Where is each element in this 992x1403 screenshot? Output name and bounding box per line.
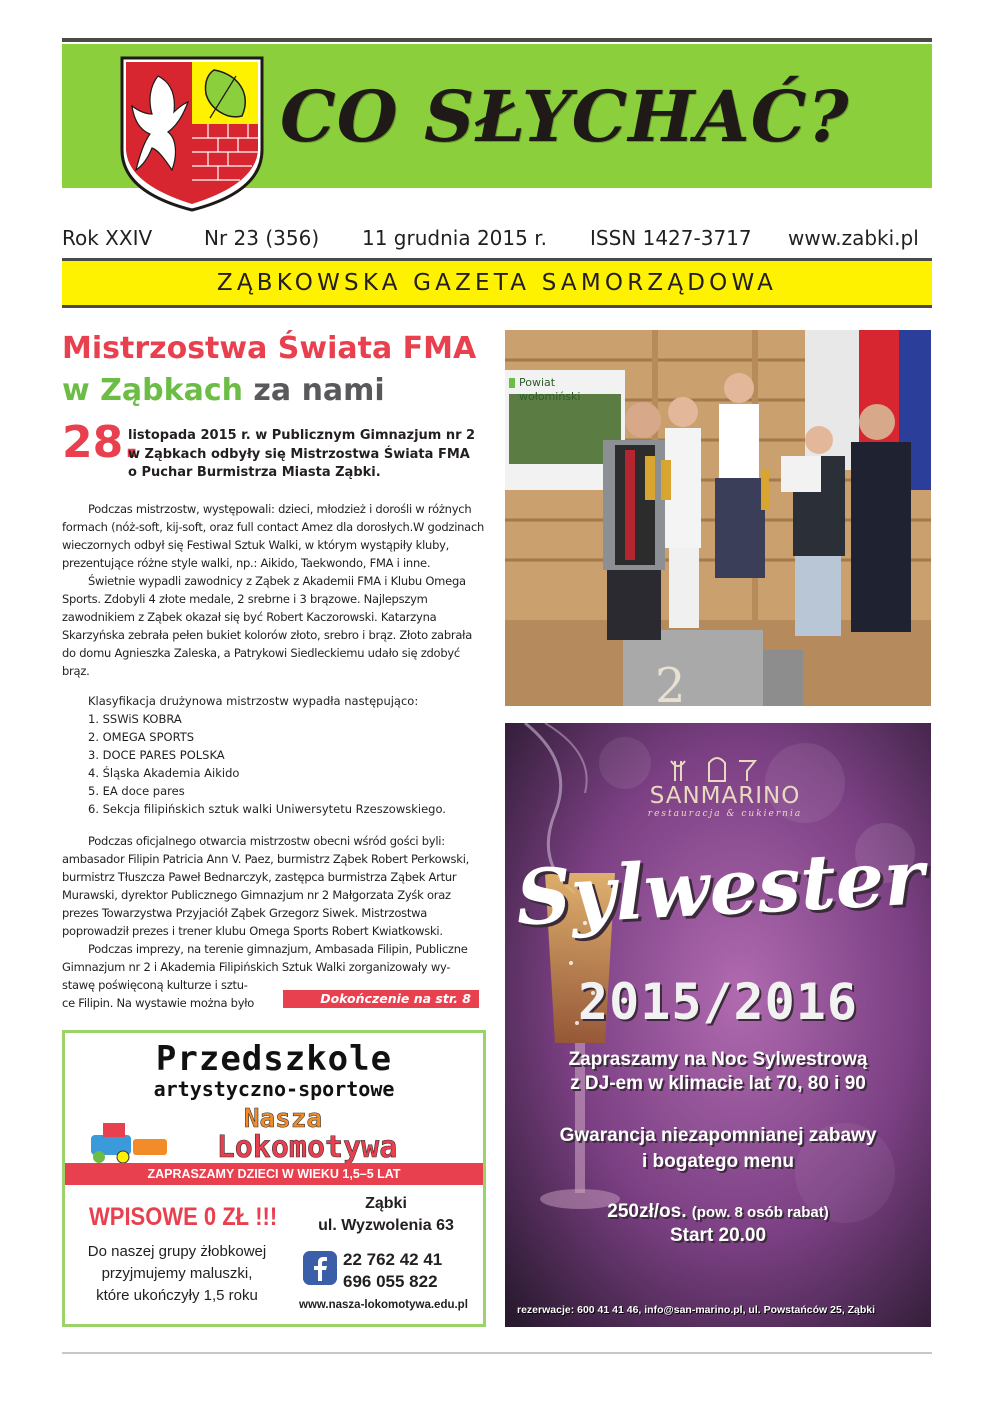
photo-banner-text: Powiat — [519, 376, 556, 389]
sylwester-headline: Sylwester — [513, 832, 927, 943]
lead-line: o Puchar Burmistrza Miasta Ząbki. — [128, 465, 381, 480]
ranking-list — [62, 692, 488, 818]
article-body-2 — [62, 832, 488, 976]
podium-number: 2 — [655, 658, 686, 706]
phone-number[interactable]: 696 055 822 — [343, 1272, 438, 1291]
issue-info-row — [62, 226, 932, 256]
bottom-rule — [62, 1352, 932, 1354]
headline-suffix: za nami — [253, 373, 385, 408]
sylwester-line: i bogatego menu — [642, 1151, 794, 1172]
headline-line-1: Mistrzostwa Świata FMA — [62, 331, 477, 366]
lead-line: listopada 2015 r. w Publicznym Gimnazjum nr 2 — [128, 428, 476, 443]
preschool-ad — [62, 1030, 486, 1327]
sylwester-contact: rezerwacje: 600 41 41 46, info@san-marino.pl, ul. Powstańców 25, Ząbki — [517, 1304, 876, 1316]
ranking-item: 4. Śląska Akademia Aikido — [88, 766, 240, 780]
article-lead — [62, 417, 488, 487]
ranking-item: 3. DOCE PARES POLSKA — [88, 748, 225, 762]
ranking-item: 2. OMEGA SPORTS — [88, 730, 195, 744]
article-headline — [62, 328, 492, 412]
ranking-intro: Klasyfikacja drużynowa mistrzostw wypadła następująco: — [88, 694, 419, 708]
sanmarino-brand: SANMARINO — [649, 783, 801, 809]
masthead — [62, 44, 932, 188]
sylwester-line: z DJ-em w klimacie lat 70, 80 i 90 — [570, 1073, 866, 1094]
lead-text — [128, 427, 488, 483]
ranking-item: 6. Sekcja filipińskich sztuk walki Uniwersytetu Rzeszowskiego. — [88, 802, 446, 816]
article-paragraph: Świetnie wypadli zawodnicy z Ząbek z Akademii FMA i Klubu Omega Sports. Zdobyli 4 złote medale, 2 srebrne i 3 brązowe. Najlepszym zawodnikiem z Ząbek okazał się być Robert Kaczorowski. Katarzyna Skarzyńska zebrała pełen bukiet kolorów złoto, srebro i brąz. Złoto zabrała do domu Agnieszka Zaleska, a Patrykowi Siedleckiemu udało się zdobyć brąz. — [62, 574, 472, 678]
phone-number[interactable]: 22 762 42 41 — [343, 1250, 443, 1269]
top-rule — [62, 38, 932, 42]
issue-date: 11 grudnia 2015 r. — [362, 226, 547, 250]
sylwester-start: Start 20.00 — [669, 1225, 767, 1246]
issue-number: Nr 23 (356) — [204, 226, 320, 250]
sylwester-price-row — [505, 1201, 931, 1224]
article-paragraph: Podczas imprezy, na terenie gimnazjum, Ambasada Filipin, Publiczne Gimnazjum nr 2 i Akademia Filipińskich Sztuk Walki zorganizowały wy- — [62, 942, 468, 974]
continued-link[interactable]: Dokończenie na str. 8 — [283, 990, 479, 1008]
article-body-1 — [62, 500, 488, 680]
website-link[interactable]: www.zabki.pl — [788, 226, 919, 250]
article-tail-line: ce Filipin. Na wystawie można było — [62, 996, 255, 1010]
preschool-website-link[interactable]: www.nasza-lokomotywa.edu.pl — [299, 1299, 468, 1311]
sylwester-price-note: (pow. 8 osób rabat) — [691, 1204, 829, 1221]
article-paragraph: Podczas mistrzostw, występowali: dzieci, młodzież i dorośli w różnych formach (nóż-soft, kij-soft, oraz full contact Amez dla dorosłych.W godzinach wieczornych odbył się Festiwal Sztuk Walki, w którym wystąpiły kluby, prezentujące różne style walki, np.: Aikido, Taekwondo, FMA i inne. — [62, 502, 485, 570]
preschool-title: Przedszkole — [155, 1039, 393, 1079]
newspaper-subtitle: ZĄBKOWSKA GAZETA SAMORZĄDOWA — [216, 270, 778, 296]
sylwester-line: Zapraszamy na Noc Sylwestrową — [568, 1049, 868, 1070]
sylwester-ad — [505, 723, 931, 1327]
preschool-address — [301, 1193, 471, 1237]
preschool-banner: ZAPRASZAMY DZIECI W WIEKU 1,5–5 LAT — [65, 1163, 483, 1185]
award-ceremony-photo — [505, 330, 931, 706]
issue-issn: ISSN 1427-3717 — [590, 226, 752, 250]
dropcap-date: 28. — [62, 417, 140, 468]
newspaper-title: CO SŁYCHAĆ? — [280, 75, 850, 158]
address-city: Ząbki — [365, 1195, 407, 1212]
preschool-description — [77, 1241, 277, 1307]
article-paragraph: Podczas oficjalnego otwarcia mistrzostw obecni wśród gości byli: ambasador Filipin Patricia Ann V. Paez, burmistrz Ząbek Robert Perkowski, burmistrz Tłuszcza Paweł Bednarczyk, zastępca burmistrza Ząbek Artur Murawski, dyrektor Publicznego Gimnazjum nr 2 Małgorzata Zyśk oraz prezes Towarzystwa Przyjaciół Ząbek Grzegorz Siwek. Mistrzostwa poprowadził prezes i trener klubu Omega Sports Robert Kwiatkowski. — [62, 834, 470, 938]
article-tail — [62, 976, 278, 1012]
preschool-phones — [343, 1249, 442, 1293]
preschool-subtitle: artystyczno-sportowe — [153, 1077, 395, 1101]
headline-place: w Ząbkach — [62, 373, 243, 408]
facebook-icon[interactable] — [303, 1251, 337, 1285]
sanmarino-subtitle: restauracja & cukiernia — [647, 809, 803, 819]
logo-word-2: Lokomotywa — [216, 1130, 398, 1163]
sylwester-price: 250zł/os. — [607, 1201, 687, 1222]
sylwester-years: 2015/2016 — [578, 973, 858, 1031]
article-tail-line: stawę poświęconą kulturze i sztu- — [62, 978, 248, 992]
ranking-item: 1. SSWiS KOBRA — [88, 712, 182, 726]
logo-word-1: Nasza — [243, 1104, 323, 1134]
description-line: przyjmujemy maluszki, — [101, 1265, 253, 1282]
preschool-fee: WPISOWE 0 ZŁ !!! — [89, 1203, 278, 1231]
issue-year: Rok XXIV — [62, 226, 153, 250]
photo-banner-text: wołomiński — [519, 390, 581, 403]
description-line: które ukończyły 1,5 roku — [96, 1287, 258, 1304]
sylwester-line: Gwarancja niezapomnianej zabawy — [559, 1125, 877, 1146]
description-line: Do naszej grupy żłobkowej — [87, 1243, 267, 1260]
coat-of-arms-icon — [118, 54, 266, 214]
lokomotywa-logo-icon — [83, 1101, 467, 1163]
address-street: ul. Wyzwolenia 63 — [318, 1217, 454, 1234]
ranking-item: 5. EA doce pares — [88, 784, 185, 798]
subtitle-bar — [62, 258, 932, 308]
lead-line: w Ząbkach odbyły się Mistrzostwa Świata FMA — [128, 446, 470, 462]
